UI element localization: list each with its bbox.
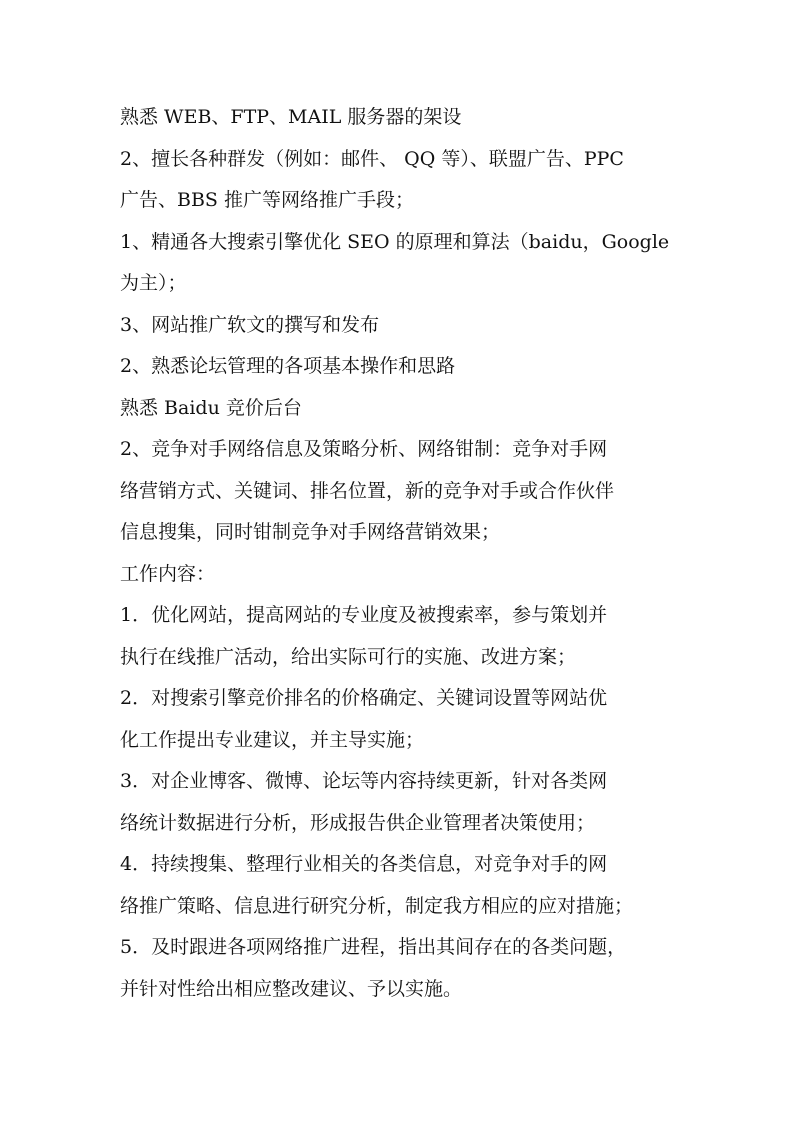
text-line: 2、擅长各种群发（例如：邮件、 QQ 等）、联盟广告、PPC	[120, 147, 624, 170]
text-line: 2、熟悉论坛管理的各项基本操作和思路	[120, 355, 456, 377]
text-line: 化工作提出专业建议，并主导实施；	[120, 728, 425, 751]
text-line: 络营销方式、关键词、排名位置，新的竞争对手或合作伙伴	[120, 479, 615, 502]
document-body	[120, 100, 690, 1013]
text-line: 5．及时跟进各项网络推广进程，指出其间存在的各类问题，	[120, 936, 627, 958]
text-line: 熟悉 WEB、FTP、MAIL 服务器的架设	[120, 106, 462, 128]
text-line: 络推广策略、信息进行研究分析，制定我方相应的应对措施；	[120, 894, 634, 917]
text-line: 3．对企业博客、微博、论坛等内容持续更新，针对各类网	[120, 770, 608, 792]
text-line: 熟悉 Baidu 竞价后台	[120, 396, 302, 419]
text-line: 4．持续搜集、整理行业相关的各类信息，对竞争对手的网	[120, 853, 608, 875]
text-line: 1．优化网站，提高网站的专业度及被搜索率，参与策划并	[120, 604, 608, 626]
text-line: 2、竞争对手网络信息及策略分析、网络钳制：竞争对手网	[120, 438, 608, 460]
text-line: 1、精通各大搜索引擎优化 SEO 的原理和算法（baidu，Google	[120, 230, 670, 253]
section-heading: 工作内容：	[120, 562, 216, 585]
text-line: 信息搜集，同时钳制竞争对手网络营销效果；	[120, 521, 501, 543]
text-line: 3、网站推广软文的撰写和发布	[120, 313, 380, 336]
text-line: 络统计数据进行分析，形成报告供企业管理者决策使用；	[120, 811, 596, 834]
text-line: 2．对搜索引擎竞价排名的价格确定、关键词设置等网站优	[120, 687, 608, 709]
text-line: 并针对性给出相应整改建议、予以实施。	[120, 977, 463, 1000]
text-line: 广告、BBS 推广等网络推广手段；	[120, 189, 414, 211]
text-line: 执行在线推广活动，给出实际可行的实施、改进方案；	[120, 645, 577, 668]
text-line: 为主）；	[120, 272, 187, 294]
